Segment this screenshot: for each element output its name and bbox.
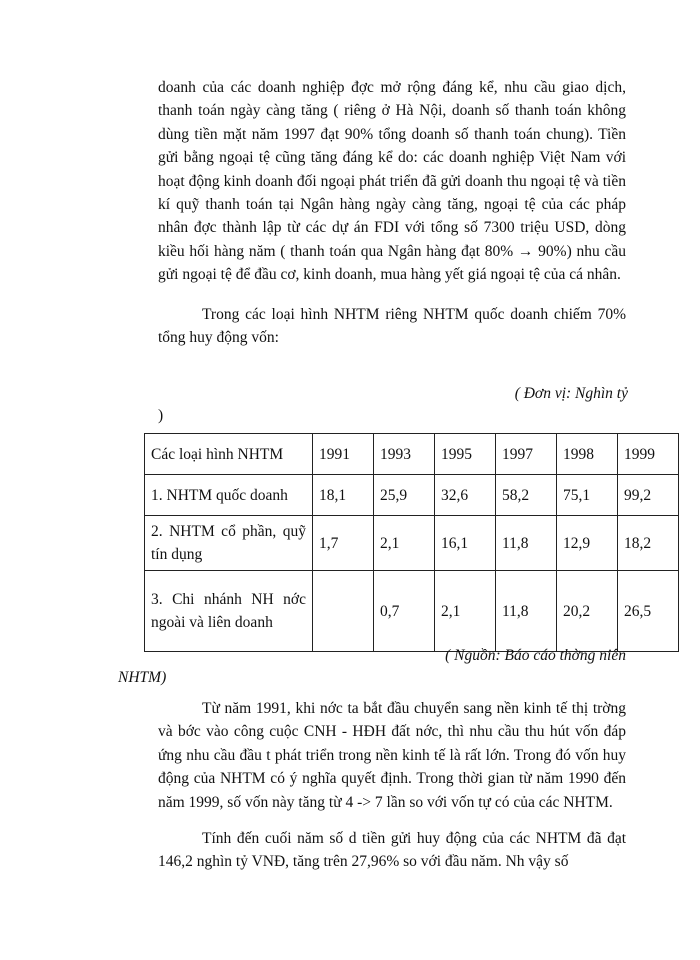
- table-cell: 12,9: [557, 516, 618, 571]
- source-note-close: NHTM): [118, 669, 167, 686]
- table-row-label: 2. NHTM cổ phần, quỹ tín dụng: [145, 516, 313, 571]
- table-cell: 20,2: [557, 571, 618, 652]
- table-cell: 1,7: [313, 516, 374, 571]
- table-header-cell: 1995: [435, 434, 496, 475]
- table-cell: 26,5: [618, 571, 679, 652]
- table-row: [145, 516, 679, 571]
- table-cell: 58,2: [496, 475, 557, 516]
- table-cell: 16,1: [435, 516, 496, 571]
- paragraph-deposits: doanh của các doanh nghiệp đợc mở rộng đáng kể, nhu cầu giao dịch, thanh toán ngày càng tăng ( riêng ở Hà Nội, doanh số thanh toán không dùng tiền mặt năm 1997 đạt 90% tổng doanh số thanh toán chung). Tiền gửi bằng ngoại tệ cũng tăng đáng kể do: các doanh nghiệp Việt Nam với hoạt động kinh doanh đối ngoại phát triển đã gửi doanh thu ngoại tệ và tiền kí quỹ thanh toán tại Ngân hàng ngày càng tăng, ngoại tệ của các pháp nhân đợc thành lập từ các dự án FDI với tổng số 7300 triệu USD, dòng kiều hối hàng năm ( thanh toán qua Ngân hàng đạt 80% → 90%) nhu cầu gửi ngoại tệ để đầu cơ, kinh doanh, mua hàng yết giá ngoại tệ của cá nhân.: [158, 79, 626, 284]
- paragraph-state-banks-share: Trong các loại hình NHTM riêng NHTM quốc doanh chiếm 70% tổng huy động vốn:: [158, 306, 626, 347]
- table-cell: [313, 571, 374, 652]
- table-cell: 0,7: [374, 571, 435, 652]
- table-header-cell: 1997: [496, 434, 557, 475]
- table-cell: 99,2: [618, 475, 679, 516]
- paragraph-capital-mobilization: Từ năm 1991, khi nớc ta bắt đầu chuyển sang nền kinh tế thị trờng và bớc vào công cuộc CNH - HĐH đất nớc, thì nhu cầu thu hút vốn đáp ứng nhu cầu đầu t phát triển trong nền kinh tế là rất lớn. Trong đó vốn huy động của NHTM có ý nghĩa quyết định. Trong thời gian từ năm 1990 đến năm 1999, số vốn này tăng từ 4 -> 7 lần so với vốn tự có của các NHTM.: [158, 700, 626, 811]
- table-header-cell: Các loại hình NHTM: [145, 434, 313, 475]
- table-header-cell: 1998: [557, 434, 618, 475]
- table-cell: 18,1: [313, 475, 374, 516]
- paragraph-deposit-balance: Tính đến cuối năm số d tiền gửi huy động của các NHTM đã đạt 146,2 nghìn tỷ VNĐ, tăng trên 27,96% so với đầu năm. Nh vậy số: [158, 830, 626, 871]
- deposits-table: [144, 433, 679, 652]
- table-cell: 11,8: [496, 516, 557, 571]
- table-row-label: 3. Chi nhánh NH nớc ngoài và liên doanh: [145, 571, 313, 652]
- table-header-cell: 1991: [313, 434, 374, 475]
- table-cell: 2,1: [374, 516, 435, 571]
- table-header-cell: 1993: [374, 434, 435, 475]
- table-cell: 2,1: [435, 571, 496, 652]
- table-row-label: 1. NHTM quốc doanh: [145, 475, 313, 516]
- table-cell: 25,9: [374, 475, 435, 516]
- source-note: ( Nguồn: Báo cáo thờng niên: [445, 647, 626, 664]
- table-cell: 11,8: [496, 571, 557, 652]
- table-row: [145, 475, 679, 516]
- table-cell: 32,6: [435, 475, 496, 516]
- table-cell: 75,1: [557, 475, 618, 516]
- table-header-cell: 1999: [618, 434, 679, 475]
- table-row: [145, 571, 679, 652]
- unit-note: ( Đơn vị: Nghìn tỷ: [514, 385, 628, 402]
- table-header-row: [145, 434, 679, 475]
- table-cell: 18,2: [618, 516, 679, 571]
- unit-note-close: ): [158, 407, 164, 424]
